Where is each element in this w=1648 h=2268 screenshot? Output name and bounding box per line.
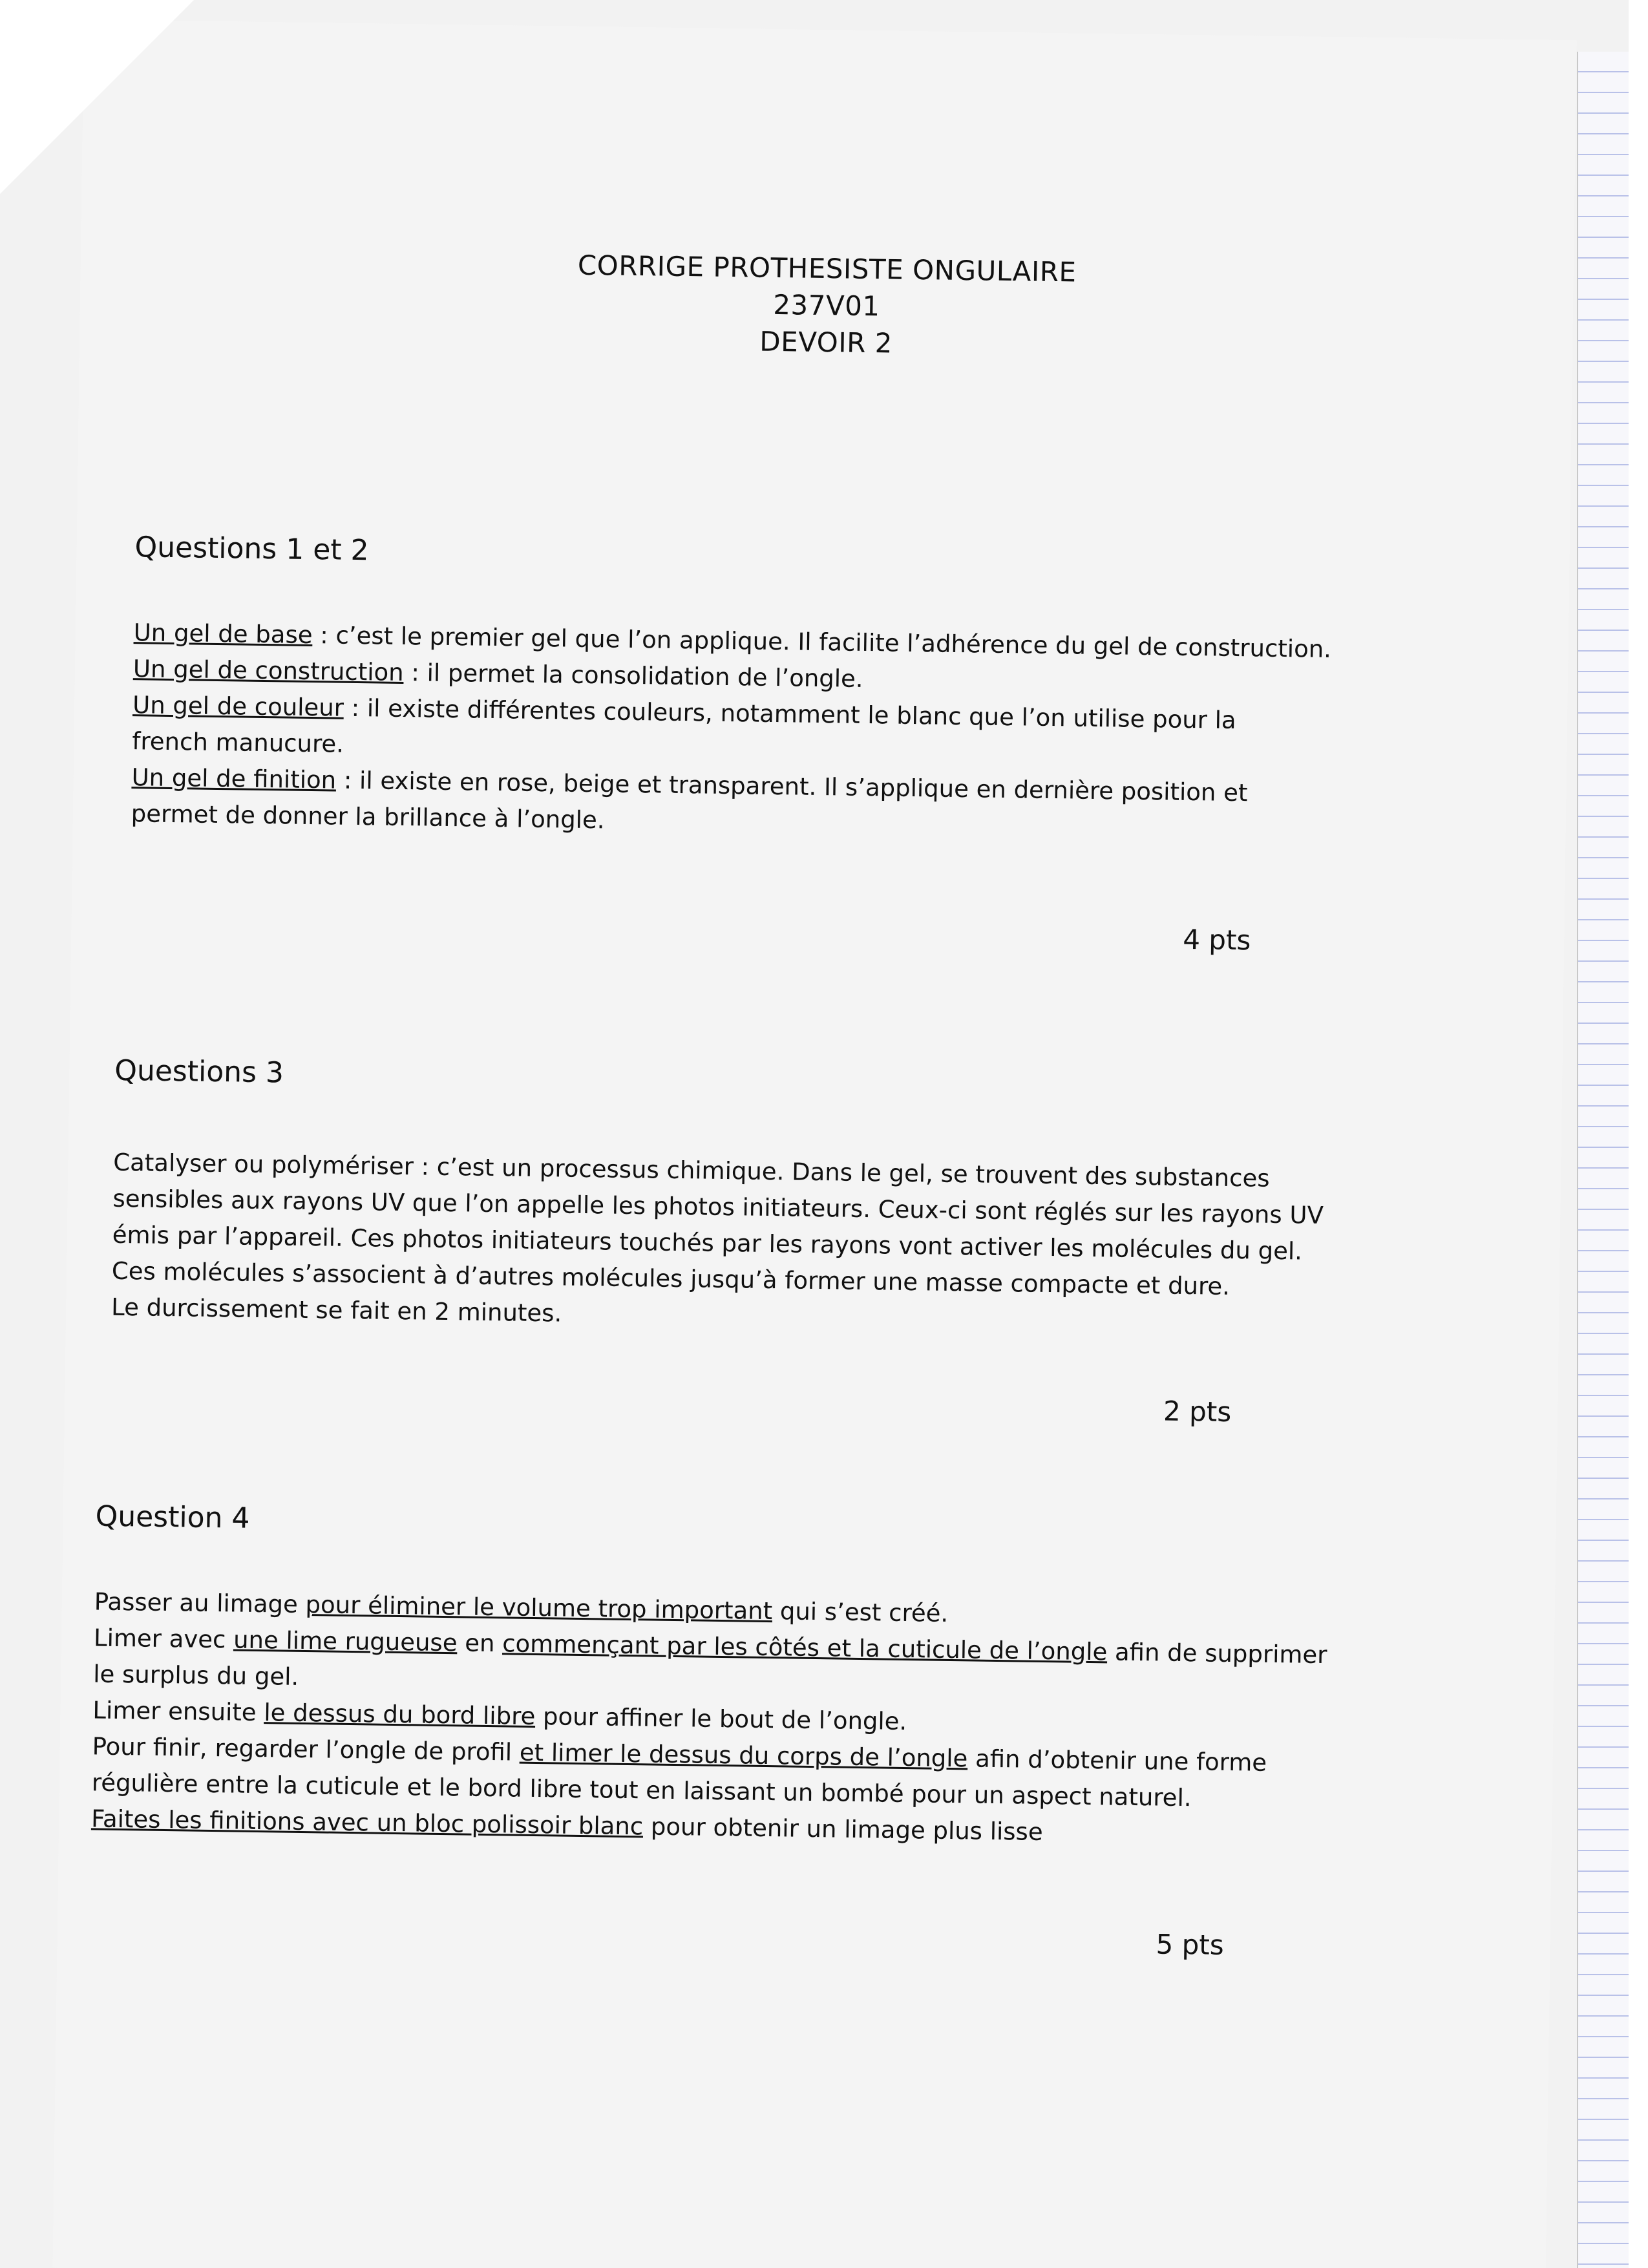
term: Un gel de finition (131, 763, 337, 794)
points-q3: 2 pts (1163, 1395, 1232, 1428)
definition: : il existe en rose, beige et transparent. Il s’applique en dernière position et permet de donner la brillance à l’ongle. (131, 766, 1248, 834)
text-line: Pour finir, regarder l’ongle de profil et limer le dessus du corps de l’ongle afin d’obtenir une forme (92, 1732, 1267, 1777)
text-line: sensibles aux rayons UV que l’on appelle les photos initiateurs. Ceux-ci sont réglés sur les rayons UV (112, 1184, 1324, 1229)
text-line: Catalyser ou polymériser : c’est un processus chimique. Dans le gel, se trouvent des substances (113, 1148, 1270, 1192)
term: Un gel de base (133, 619, 313, 650)
document-code: 237V01 (772, 288, 880, 323)
term: Un gel de construction (132, 655, 404, 687)
definition: : c’est le premier gel que l’on applique. Il facilite l’adhérence du gel de construction. (312, 621, 1332, 664)
text-line: Le durcissement se fait en 2 minutes. (111, 1293, 562, 1328)
text-line: Limer ensuite le dessus du bord libre pour affiner le bout de l’ongle. (92, 1696, 907, 1736)
points-q4: 5 pts (1156, 1928, 1225, 1961)
definition: : il existe différentes couleurs, notamment le blanc que l’on utilise pour la french manucure. (132, 694, 1236, 758)
section-heading-q3: Questions 3 (114, 1054, 284, 1090)
points-q12: 4 pts (1182, 923, 1251, 957)
term: Un gel de couleur (132, 691, 344, 722)
definition: : il permet la consolidation de l’ongle. (403, 659, 863, 693)
section-heading-q4: Question 4 (95, 1500, 250, 1535)
text-line: régulière entre la cuticule et le bord libre tout en laissant un bombé pour un aspect naturel. (91, 1768, 1192, 1812)
text-line: Limer avec une lime rugueuse en commençant par les côtés et la cuticule de l’ongle afin de supprimer (93, 1624, 1327, 1669)
scan-margin (1629, 0, 1648, 2268)
folded-corner (0, 0, 194, 194)
text-line: Passer au limage pour éliminer le volume trop important qui s’est créé. (94, 1587, 949, 1627)
q4-answer (91, 1584, 1503, 1856)
document-title: CORRIGE PROTHESISTE ONGULAIRE (577, 249, 1077, 288)
underlying-page-edge (1577, 52, 1630, 2268)
q12-answer (131, 615, 1490, 851)
section-heading-q12: Questions 1 et 2 (134, 531, 369, 567)
answer-sheet (52, 19, 1576, 2268)
q3-answer (111, 1145, 1503, 1345)
text-line: Faites les finitions avec un bloc polissoir blanc pour obtenir un limage plus lisse (90, 1805, 1043, 1846)
assignment-label: DEVOIR 2 (759, 325, 893, 359)
text-line: le surplus du gel. (92, 1660, 299, 1691)
text-line: Ces molécules s’associent à d’autres molécules jusqu’à former une masse compacte et dure. (111, 1256, 1231, 1300)
text-line: émis par l’appareil. Ces photos initiateurs touchés par les rayons vont activer les molécules du gel. (112, 1220, 1303, 1266)
